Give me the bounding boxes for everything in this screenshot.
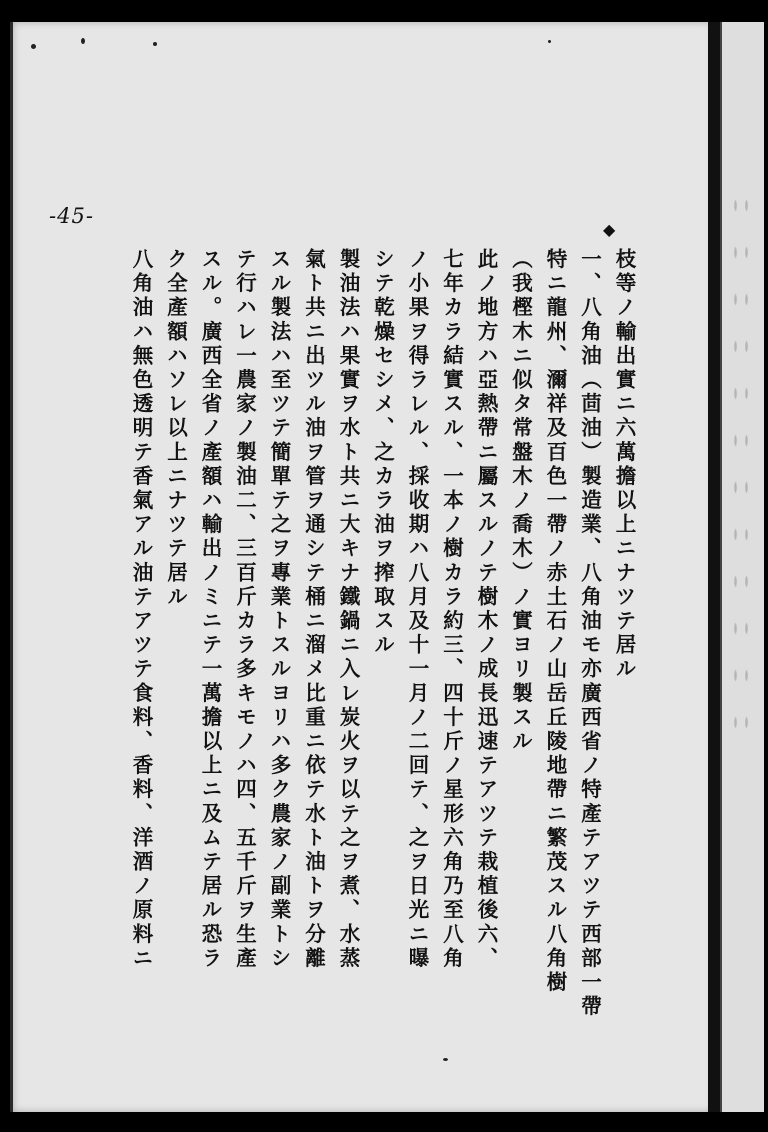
ink-speck xyxy=(548,40,551,43)
text-line: 八角油ハ無色透明テ香氣アル油テアツテ食料、香料、洋酒ノ原料ニ xyxy=(129,248,153,971)
text-line: ク全產額ハソレ以上ニナツテ居ル xyxy=(163,248,188,610)
text-line: 特ニ龍州、濔祥及百色一帶ノ赤土石ノ山岳丘陵地帶ニ繁茂スル八角樹 xyxy=(543,248,567,996)
text-line: 七年カラ結實スル、一本ノ樹カラ約三、四十斤ノ星形六角乃至八角 xyxy=(439,248,464,971)
item-bullet-icon: ◆ xyxy=(603,220,616,239)
text-line: 氣ト共ニ出ツル油ヲ管ヲ通シテ桶ニ溜メ比重ニ依テ水ト油トヲ分離 xyxy=(301,248,326,971)
ink-speck xyxy=(31,44,36,49)
text-line: スル。廣西全省ノ產額ハ輸出ノミニテ一萬擔以上ニ及ムテ居ル恐ラ xyxy=(198,248,222,971)
page-number: -45- xyxy=(49,204,94,228)
ink-speck xyxy=(81,38,85,44)
ink-speck xyxy=(153,42,157,46)
text-line: 此ノ地方ハ亞熱帶ニ屬スルノテ樹木ノ成長迅速テアツテ栽植後六、 xyxy=(474,248,498,971)
text-line: 一、八角油（茴油）製造業、八角油モ亦廣西省ノ特產テアツテ西部一帶 xyxy=(577,248,602,1020)
vertical-text-block xyxy=(101,248,641,1078)
text-line: ノ小果ヲ得ラレル、採收期ハ八月及十一月ノ二回テ、之ヲ日光ニ曝 xyxy=(405,248,429,971)
adjacent-page-edge xyxy=(720,22,764,1112)
text-line: スル製法ハ至ツテ簡單テ之ヲ專業トスルヨリハ多ク農家ノ副業トシ xyxy=(267,248,291,971)
document-page xyxy=(10,22,713,1112)
text-line: 製油法ハ果實ヲ水ト共ニ大キナ鐵鍋ニ入レ炭火ヲ以テ之ヲ煮、水蒸 xyxy=(336,248,360,971)
text-line: シテ乾燥セシメ、之カラ油ヲ搾取スル xyxy=(370,248,395,658)
bleed-through-marks xyxy=(730,182,754,742)
text-line: テ行ハレ一農家ノ製油二、三百斤カラ多キモノハ四、五千斤ヲ生產 xyxy=(232,248,257,971)
text-line: 枝等ノ輸出實ニ六萬擔以上ニナツテ居ル xyxy=(612,248,636,682)
text-line: （我樫木ニ似タ常盤木ノ喬木）ノ實ヨリ製スル xyxy=(508,248,533,755)
